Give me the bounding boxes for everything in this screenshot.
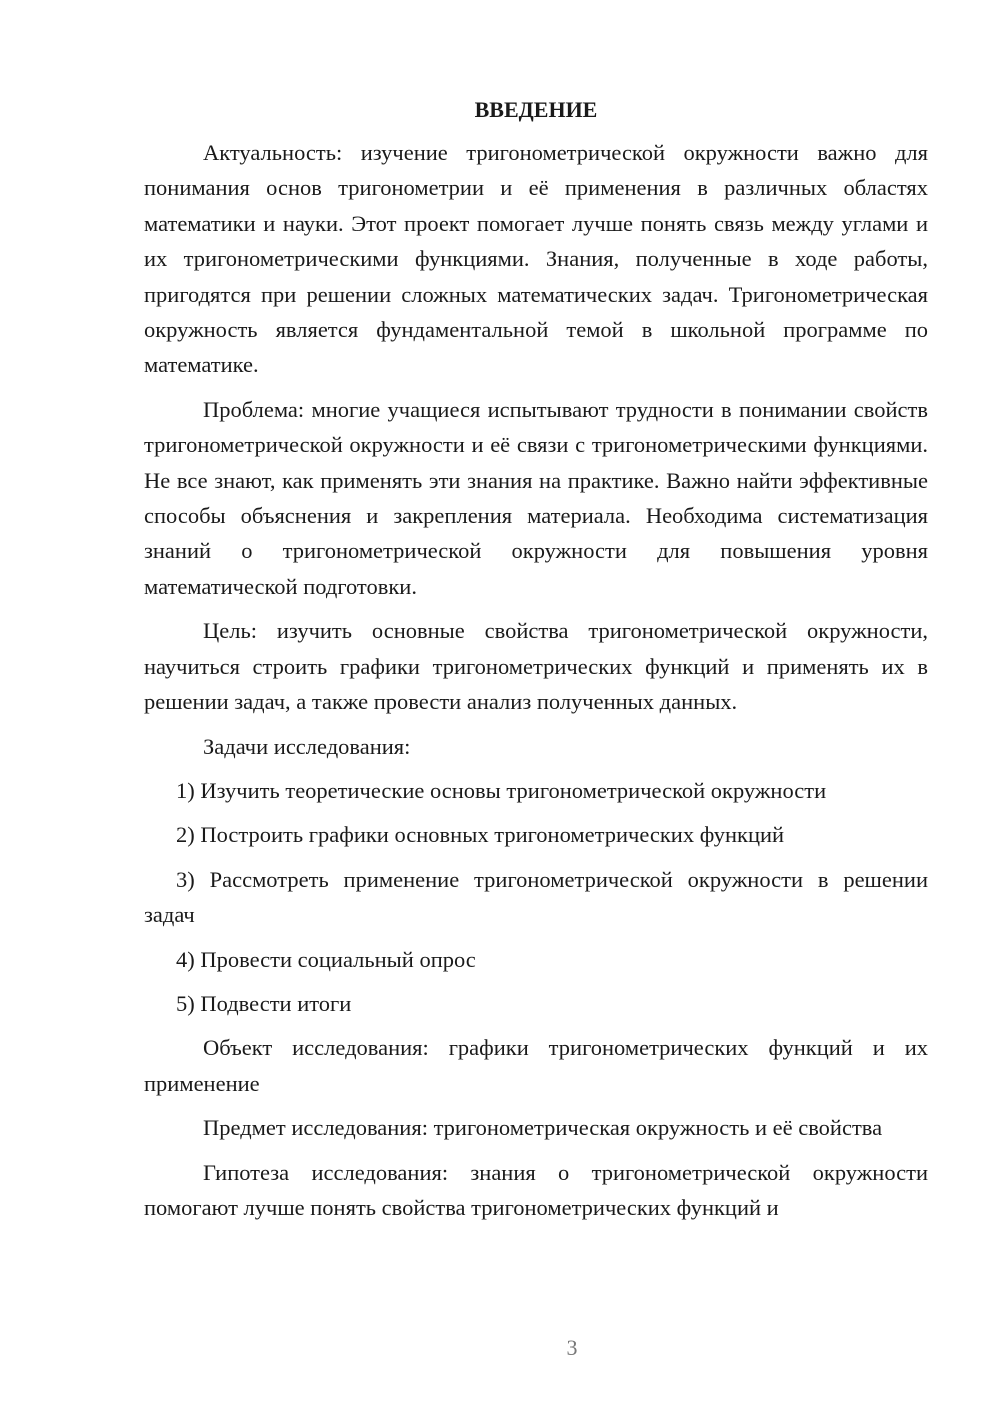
paragraph-goal: Цель: изучить основные свойства тригонометрической окружности, научиться строить графики тригонометрических функций и применять их в решении задач, а также провести анализ полученных данных. bbox=[144, 618, 928, 715]
task-item: 2) Построить графики основных тригонометрических функций bbox=[176, 822, 785, 848]
paragraph-subject: Предмет исследования: тригонометрическая окружность и её свойства bbox=[203, 1115, 883, 1141]
tasks-heading: Задачи исследования: bbox=[203, 733, 411, 759]
page-content bbox=[144, 95, 928, 1234]
paragraph-hypothesis: Гипотеза исследования: знания о тригонометрической окружности помогают лучше понять свойства тригонометрических функций и bbox=[144, 1159, 928, 1220]
page-title: ВВЕДЕНИЕ bbox=[474, 97, 598, 122]
paragraph-problem: Проблема: многие учащиеся испытывают трудности в понимании свойств тригонометрической окружности и её связи с тригонометрическими функциями. Не все знают, как применять эти знания на практике. Важно найти эффективные способы объяснения и закрепления материала. Необходима систематизация знаний о тригонометрической окружности для повышения уровня математической подготовки. bbox=[144, 396, 928, 599]
paragraph-object: Объект исследования: графики тригонометрических функций и их применение bbox=[144, 1035, 928, 1096]
task-item: 3) Рассмотреть применение тригонометрической окружности в решении задач bbox=[144, 866, 928, 928]
task-item: 4) Провести социальный опрос bbox=[176, 946, 476, 972]
task-item: 5) Подвести итоги bbox=[176, 990, 352, 1016]
paragraph-relevance: Актуальность: изучение тригонометрической окружности важно для понимания основ тригонометрии и её применения в различных областях математики и науки. Этот проект помогает лучше понять связь между углами и их тригонометрическими функциями. Знания, полученные в ходе работы, пригодятся при решении сложных математических задач. Тригонометрическая окружность является фундаментальной темой в школьной программе по математике. bbox=[144, 140, 928, 378]
task-item: 1) Изучить теоретические основы тригонометрической окружности bbox=[176, 777, 827, 803]
page-number: 3 bbox=[566, 1335, 578, 1360]
